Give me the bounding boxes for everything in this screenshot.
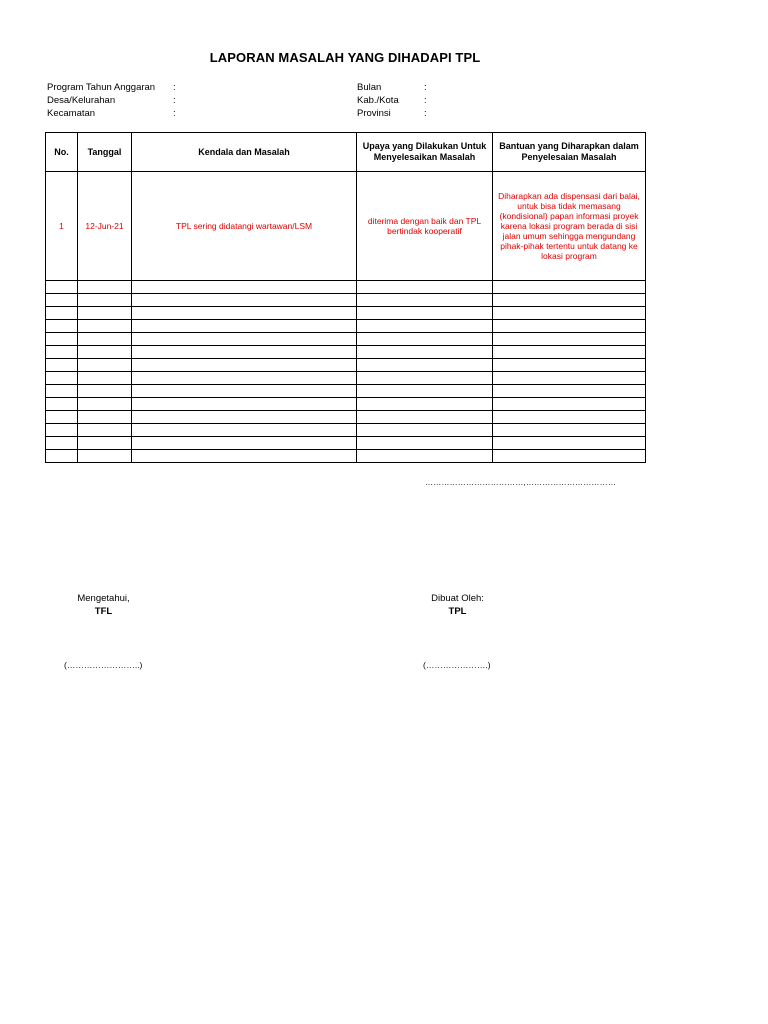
table-cell-empty [357, 398, 493, 411]
table-cell-empty [78, 346, 132, 359]
table-row-empty [46, 307, 646, 320]
signature-block-left [66, 592, 141, 618]
table-cell-empty [46, 346, 78, 359]
table-cell-empty [46, 385, 78, 398]
table-cell-empty [78, 281, 132, 294]
table-cell-empty [493, 437, 646, 450]
table-cell-empty [132, 385, 357, 398]
signature-prefix: Mengetahui, [77, 593, 130, 604]
table-cell-empty [78, 385, 132, 398]
table-cell-empty [78, 320, 132, 333]
problem-report-table [45, 132, 646, 463]
table-cell-empty [493, 333, 646, 346]
signature-name-line-right: (………………….) [423, 660, 491, 670]
table-cell-empty [46, 307, 78, 320]
table-cell-empty [78, 411, 132, 424]
table-cell-empty [46, 281, 78, 294]
table-cell-empty [78, 294, 132, 307]
signature-role: TFL [94, 606, 113, 617]
table-cell-empty [132, 307, 357, 320]
header-upaya: Upaya yang Dilakukan Untuk Menyelesaikan Masalah [357, 133, 493, 172]
cell-kendala: TPL sering didatangi wartawan/LSM [132, 172, 357, 281]
table-row-empty [46, 320, 646, 333]
signature-block-right [420, 592, 495, 618]
table-cell-empty [132, 398, 357, 411]
table-cell-empty [493, 424, 646, 437]
table-cell-empty [493, 411, 646, 424]
table-cell-empty [493, 346, 646, 359]
table-row-empty [46, 294, 646, 307]
meta-label: Kab./Kota [357, 95, 399, 106]
table-cell-empty [493, 398, 646, 411]
table-row-empty [46, 372, 646, 385]
table-cell-empty [132, 346, 357, 359]
table-cell-empty [46, 294, 78, 307]
table-cell-empty [493, 294, 646, 307]
meta-label: Kecamatan [47, 108, 96, 119]
table-cell-empty [78, 359, 132, 372]
header-bantuan: Bantuan yang Diharapkan dalam Penyelesaian Masalah [493, 133, 646, 172]
table-cell-empty [357, 437, 493, 450]
meta-row-kecamatan [47, 107, 176, 120]
table-cell-empty [46, 333, 78, 346]
cell-upaya: diterima dengan baik dan TPL bertindak kooperatif [357, 172, 493, 281]
table-row-empty [46, 359, 646, 372]
meta-label: Desa/Kelurahan [47, 95, 116, 106]
table-row-empty [46, 411, 646, 424]
cell-tanggal: 12-Jun-21 [78, 172, 132, 281]
table-row-empty [46, 281, 646, 294]
table-row-empty [46, 346, 646, 359]
table-cell-empty [46, 372, 78, 385]
meta-row-desa [47, 94, 176, 107]
table-row-empty [46, 450, 646, 463]
table-cell-empty [132, 372, 357, 385]
table-cell-empty [493, 359, 646, 372]
table-cell-empty [132, 281, 357, 294]
table-cell-empty [493, 307, 646, 320]
table-row-empty [46, 398, 646, 411]
meta-label: Program Tahun Anggaran [47, 82, 156, 93]
table-cell-empty [493, 320, 646, 333]
meta-colon: : [173, 108, 176, 119]
signature-role: TPL [448, 606, 467, 617]
meta-colon: : [424, 108, 427, 119]
table-cell-empty [493, 385, 646, 398]
table-cell-empty [357, 372, 493, 385]
table-cell-empty [357, 346, 493, 359]
table-cell-empty [46, 411, 78, 424]
header-no: No. [46, 133, 78, 172]
table-row-empty [46, 385, 646, 398]
table-row-empty [46, 424, 646, 437]
meta-left [47, 81, 176, 120]
header-kendala: Kendala dan Masalah [132, 133, 357, 172]
table-cell-empty [78, 372, 132, 385]
table-cell-empty [46, 424, 78, 437]
table-cell-empty [357, 281, 493, 294]
meta-colon: : [424, 95, 427, 106]
table-cell-empty [132, 294, 357, 307]
table-cell-empty [46, 359, 78, 372]
table-cell-empty [46, 320, 78, 333]
table-cell-empty [78, 424, 132, 437]
table-row-empty [46, 333, 646, 346]
page-title: LAPORAN MASALAH YANG DIHADAPI TPL [209, 50, 481, 65]
table-cell-empty [357, 333, 493, 346]
meta-colon: : [173, 95, 176, 106]
table-row-empty [46, 437, 646, 450]
meta-colon: : [173, 82, 176, 93]
table-cell-empty [132, 333, 357, 346]
meta-colon: : [424, 82, 427, 93]
table-cell-empty [357, 307, 493, 320]
table-cell-empty [357, 450, 493, 463]
header-tanggal: Tanggal [78, 133, 132, 172]
table-row [46, 172, 646, 281]
table-cell-empty [78, 398, 132, 411]
table-cell-empty [357, 424, 493, 437]
table-cell-empty [357, 294, 493, 307]
table-cell-empty [357, 320, 493, 333]
table-cell-empty [78, 450, 132, 463]
table-cell-empty [132, 424, 357, 437]
meta-row-bulan [357, 81, 427, 94]
table-cell-empty [357, 385, 493, 398]
table-cell-empty [78, 437, 132, 450]
table-cell-empty [78, 333, 132, 346]
meta-right [357, 81, 427, 120]
signature-name-line-left: (……………………..) [64, 660, 143, 670]
table-cell-empty [132, 437, 357, 450]
table-header-row [46, 133, 646, 172]
place-date-line: ………………………………,…………………………… [425, 478, 617, 487]
table-cell-empty [78, 307, 132, 320]
meta-label: Provinsi [357, 108, 391, 119]
cell-no: 1 [46, 172, 78, 281]
cell-bantuan: Diharapkan ada dispensasi dari balai, untuk bisa tidak memasang (kondisional) papan informasi proyek karena lokasi program berada di sisi jalan umum sehingga mengundang pihak-pihak tertentu untuk datang ke lokasi program [493, 172, 646, 281]
table-cell-empty [493, 281, 646, 294]
table-cell-empty [132, 411, 357, 424]
table-cell-empty [493, 372, 646, 385]
meta-row-kabkota [357, 94, 427, 107]
table-cell-empty [132, 320, 357, 333]
table-cell-empty [132, 450, 357, 463]
signature-prefix: Dibuat Oleh: [431, 593, 484, 604]
meta-row-provinsi [357, 107, 427, 120]
meta-label: Bulan [357, 82, 382, 93]
table-cell-empty [357, 411, 493, 424]
table-cell-empty [46, 398, 78, 411]
meta-row-program [47, 81, 176, 94]
table-cell-empty [46, 437, 78, 450]
table-cell-empty [132, 359, 357, 372]
table-cell-empty [357, 359, 493, 372]
table-cell-empty [493, 450, 646, 463]
table-cell-empty [46, 450, 78, 463]
